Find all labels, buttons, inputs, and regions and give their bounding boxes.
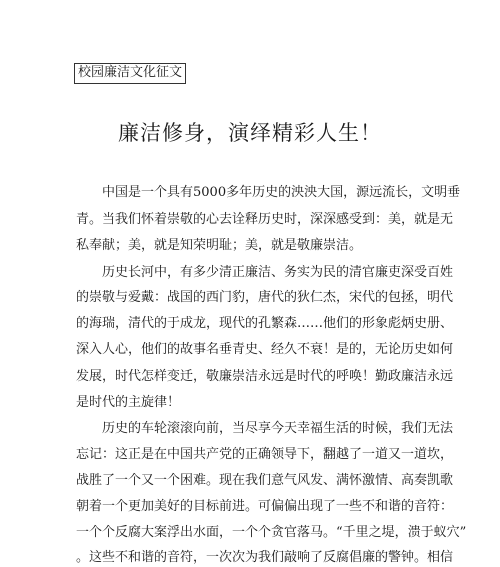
header-tag: 校园廉洁文化征文 — [74, 63, 186, 84]
paragraph-line: 一个个反腐大案浮出水面，一个个贪官落马。“千里之堤，溃于蚁穴” — [76, 525, 467, 540]
paragraph-line: 深入人心，他们的故事名垂青史、经久不衰！是的，无论历史如何 — [76, 342, 454, 357]
paragraph-line: 青。当我们怀着崇敬的心去诠释历史时，深深感受到：美，就是无 — [76, 212, 454, 227]
page-title: 廉洁修身，演绎精彩人生！ — [118, 121, 382, 145]
paragraph-line: 发展，时代怎样变迁，敬廉崇洁永远是时代的呼唤！勤政廉洁永远 — [76, 369, 454, 384]
paragraph-line: 忘记：这正是在中国共产党的正确领导下，翻越了一道又一道坎， — [76, 447, 454, 462]
paragraph-line: 的崇敬与爱戴：战国的西门豹，唐代的狄仁杰，宋代的包拯，明代 — [76, 290, 454, 305]
paragraph-line: 。这些不和谐的音符，一次次为我们敲响了反腐倡廉的警钟。相信 — [76, 550, 454, 565]
paragraph-line: 历史长河中，有多少清正廉洁、务实为民的清官廉吏深受百姓 — [76, 265, 454, 280]
paragraph-line: 中国是一个具有5000多年历史的泱泱大国，源远流长，文明垂 — [76, 185, 461, 200]
paragraph-line: 是时代的主旋律！ — [76, 395, 181, 410]
paragraph-line: 私奉献；美，就是知荣明耻；美，就是敬廉崇洁。 — [76, 238, 363, 253]
paragraph-line: 战胜了一个又一个困难。现在我们意气风发、满怀激情、高奏凯歌 — [76, 473, 454, 488]
paragraph-line: 的海瑞，清代的于成龙，现代的孔繁森……他们的形象彪炳史册、 — [76, 316, 454, 331]
paragraph-line: 历史的车轮滚滚向前，当尽享今天幸福生活的时候，我们无法 — [76, 421, 454, 436]
paragraph-line: 朝着一个更加美好的目标前进。可偏偏出现了一些不和谐的音符： — [76, 499, 454, 514]
